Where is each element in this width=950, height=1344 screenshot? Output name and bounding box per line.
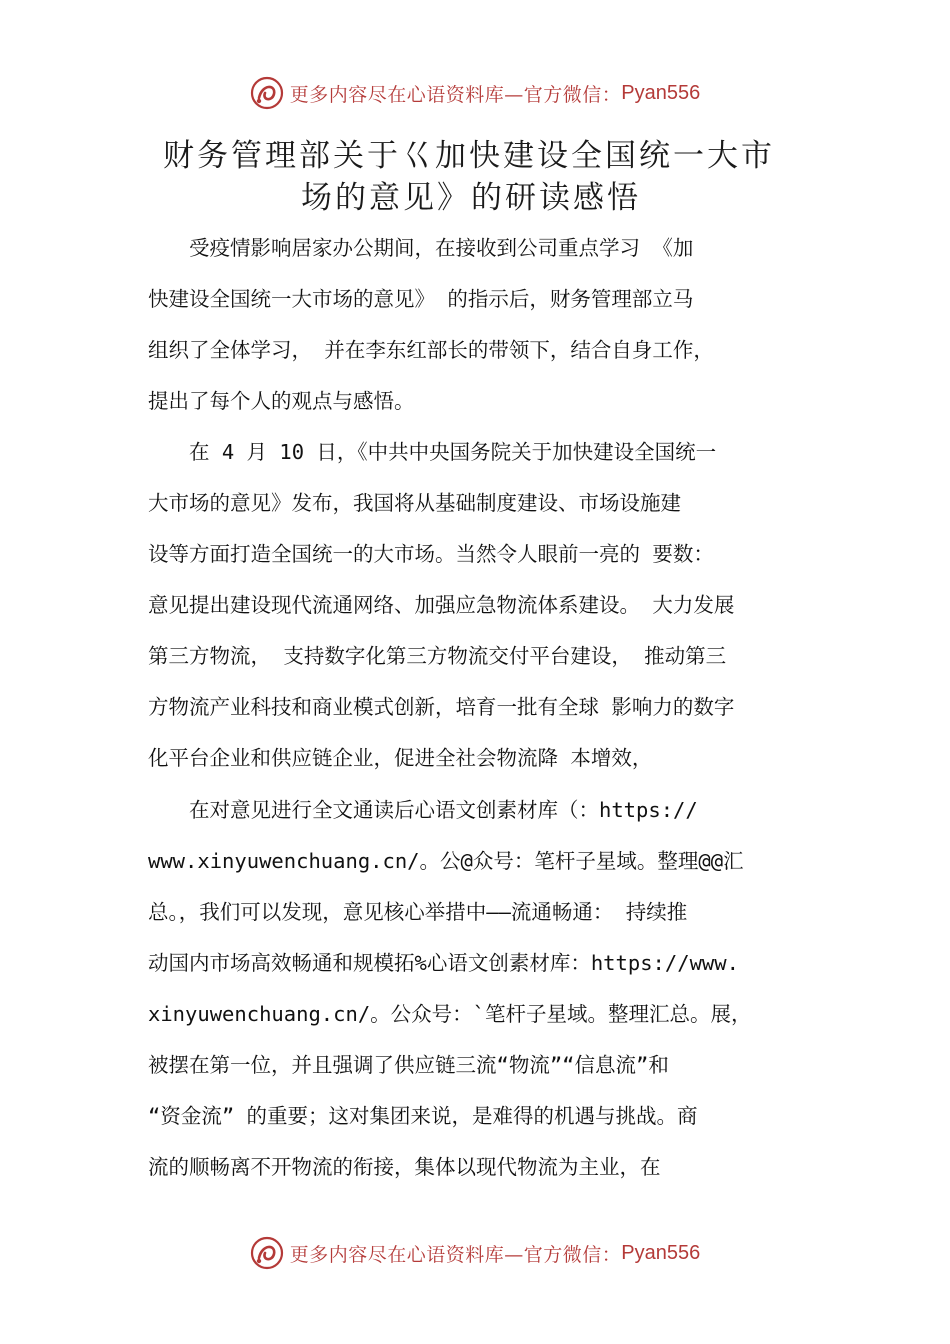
body-line: 提出了每个人的观点与感悟。	[148, 389, 415, 413]
document-title-line-2: 场的意见》的研读感悟	[301, 180, 641, 216]
body-line: 在 4 月 10 日，《中共中央国务院关于加快建设全国统一	[148, 440, 717, 464]
body-line: 流的顺畅离不开物流的衔接，集体以现代物流为主业，在	[148, 1155, 661, 1179]
body-line: “资金流” 的重要；这对集团来说，是难得的机遇与挑战。商	[148, 1104, 698, 1128]
body-line: 大市场的意见》发布，我国将从基础制度建设、市场设施建	[148, 491, 681, 515]
header-watermark	[0, 70, 950, 116]
body-line: www.xinyuwenchuang.cn/。公@众号：笔杆子星域。整理@@汇	[148, 849, 744, 873]
watermark-wechat-id: Pyan556	[621, 81, 701, 104]
red-swirl-logo-icon	[250, 1236, 284, 1270]
watermark-text: 更多内容尽在心语资料库—官方微信：	[289, 83, 622, 106]
document-title-line-1: 财务管理部关于巜加快建设全国统一大市	[163, 138, 775, 174]
body-line: 第三方物流， 支持数字化第三方物流交付平台建设， 推动第三	[148, 644, 727, 668]
watermark-text: 更多内容尽在心语资料库—官方微信：	[289, 1243, 622, 1266]
body-line: 方物流产业科技和商业模式创新，培育一批有全球 影响力的数字	[148, 695, 735, 719]
body-line: 总。，我们可以发现，意见核心举措中——流通畅通： 持续推	[148, 900, 688, 924]
footer-watermark	[0, 1230, 950, 1276]
body-line: 受疫情影响居家办公期间，在接收到公司重点学习 《加	[148, 236, 694, 260]
body-line: 意见提出建设现代流通网络、加强应急物流体系建设。 大力发展	[148, 593, 735, 617]
body-line: 在对意见进行全文通读后心语文创素材库（：https://	[148, 798, 698, 822]
body-line: 设等方面打造全国统一的大市场。当然令人眼前一亮的 要数：	[148, 542, 714, 566]
body-line: 动国内市场高效畅通和规模拓%心语文创素材库：https://www.	[148, 951, 739, 975]
red-swirl-logo-icon	[250, 76, 284, 110]
body-line: 化平台企业和供应链企业，促进全社会物流降 本增效，	[148, 746, 653, 770]
body-line: xinyuwenchuang.cn/。公众号：`笔杆子星域。整理汇总。展，	[148, 1002, 752, 1026]
body-line: 快建设全国统一大市场的意见》 的指示后，财务管理部立马	[148, 287, 694, 311]
body-line: 被摆在第一位，并且强调了供应链三流“物流”“信息流”和	[148, 1053, 669, 1077]
watermark-wechat-id: Pyan556	[621, 1241, 701, 1264]
body-line: 组织了全体学习， 并在李东红部长的带领下，结合自身工作，	[148, 338, 714, 362]
